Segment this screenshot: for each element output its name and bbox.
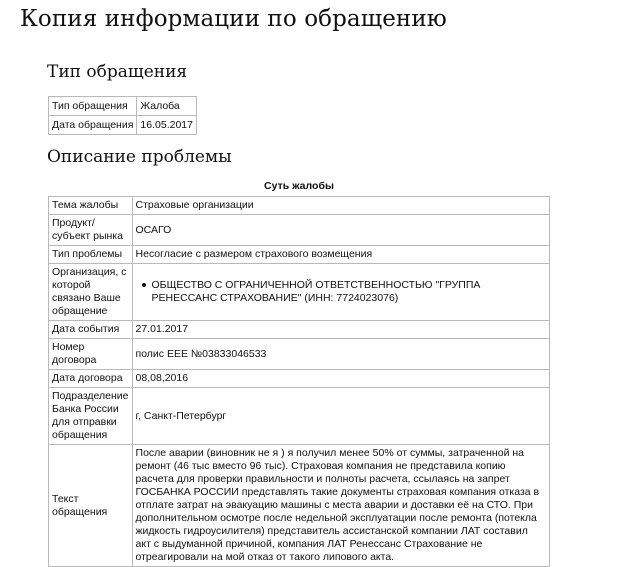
appeal-type-heading: Тип обращения — [47, 62, 188, 82]
table-caption-row — [49, 180, 550, 197]
table-row — [49, 445, 550, 567]
contract-date-value: 08,08,2016 — [132, 370, 549, 388]
table-row — [49, 215, 550, 246]
problem-description-heading: Описание проблемы — [47, 147, 232, 167]
appeal-text-label: Текст обращения — [49, 445, 133, 567]
contract-number-value: полис ЕЕЕ №03833046533 — [132, 339, 549, 370]
list-item: ОБЩЕСТВО С ОГРАНИЧЕННОЙ ОТВЕТСТВЕННОСТЬЮ "ГРУППА РЕНЕССАНС СТРАХОВАНИЕ" (ИНН: 7724023076) — [152, 279, 546, 305]
table-row — [49, 197, 550, 215]
table-row — [49, 264, 550, 321]
appeal-type-value: Жалоба — [137, 97, 197, 116]
event-date-value: 27.01.2017 — [132, 321, 549, 339]
table-row — [49, 116, 197, 135]
complaint-topic-label: Тема жалобы — [49, 197, 133, 215]
appeal-date-value: 16.05.2017 — [137, 116, 197, 135]
page-title: Копия информации по обращению — [20, 6, 447, 32]
organization-label: Организация, с которой связано Ваше обращение — [49, 264, 133, 321]
complaint-table-caption: Суть жалобы — [264, 180, 334, 192]
bank-division-label: Подразделение Банка России для отправки обращения — [49, 388, 133, 445]
event-date-label: Дата события — [49, 321, 133, 339]
table-row — [49, 339, 550, 370]
organization-value — [132, 264, 549, 321]
problem-type-label: Тип проблемы — [49, 246, 133, 264]
contract-date-label: Дата договора — [49, 370, 133, 388]
appeal-date-label: Дата обращения — [49, 116, 137, 135]
table-row — [49, 97, 197, 116]
table-row — [49, 370, 550, 388]
organization-list — [136, 279, 546, 305]
complaint-topic-value: Страховые организации — [132, 197, 549, 215]
contract-number-label: Номер договора — [49, 339, 133, 370]
appeal-type-table — [48, 96, 197, 135]
table-row — [49, 321, 550, 339]
appeal-text-value: После аварии (виновник не я ) я получил менее 50% от суммы, затраченной на ремонт (46 тыс вместо 96 тыс). Страховая компания не представила копию расчета для проверки правильности и полноты расчета, ссылаясь на запрет ГОСБАНКА РОССИИ представлять такие документы страховая компания отказа в отплате затрат на эвакуацию машины с места аварии и доставки её на СТО. При дополнительном осмотре после недельной эксплуатации после ремонта (потекла жидкость гидроусилителя) представитель ассистанской компании ЛАТ составил акт с выдуманной причиной, компания ЛАТ Ренессанс Страхование не отреагировали на мой отказ от такого липового акта. — [132, 445, 549, 567]
table-row — [49, 246, 550, 264]
problem-type-value: Несогласие с размером страхового возмещения — [132, 246, 549, 264]
table-row — [49, 388, 550, 445]
bank-division-value: г, Санкт-Петербург — [132, 388, 549, 445]
complaint-table — [48, 180, 550, 567]
product-label: Продукт/ субъект рынка — [49, 215, 133, 246]
product-value: ОСАГО — [132, 215, 549, 246]
appeal-type-label: Тип обращения — [49, 97, 137, 116]
